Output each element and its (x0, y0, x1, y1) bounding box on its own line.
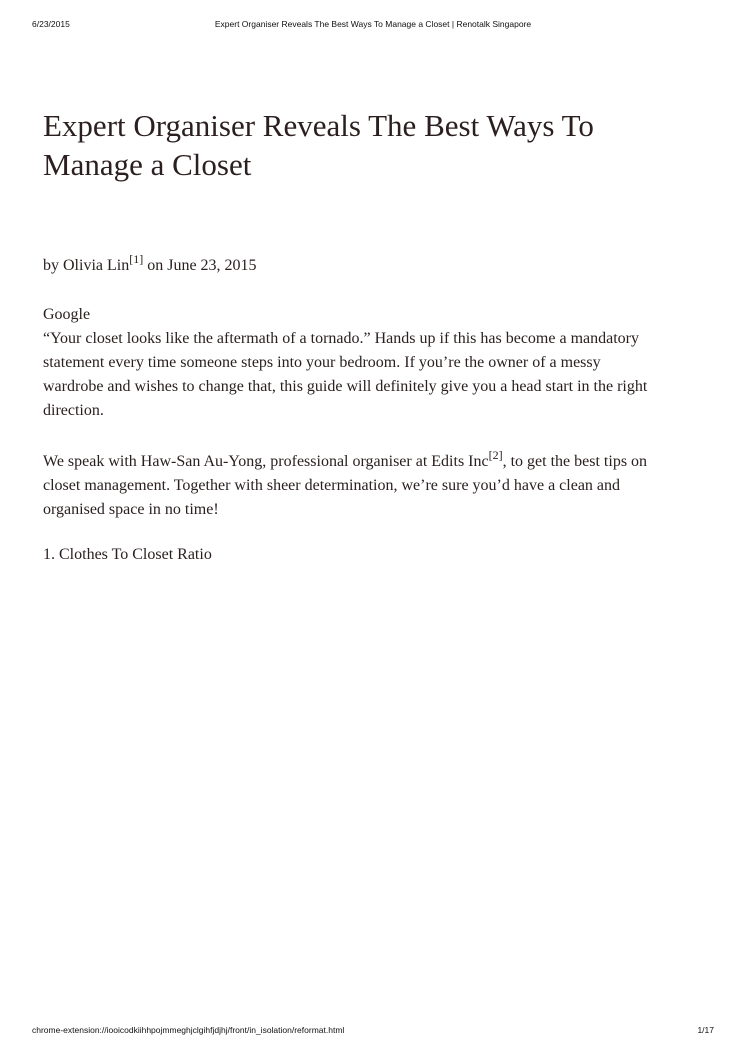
author-reference: [1] (129, 251, 144, 266)
print-page-title: Expert Organiser Reveals The Best Ways To Manage a Closet | Renotalk Singapore (214, 19, 532, 29)
edits-inc-link[interactable]: Edits Inc (431, 453, 489, 470)
paragraph-text-after-link: , to get the best tips on closet management. Together with sheer determination, we’re sure you’d have a clean and organised space in no time! (43, 453, 648, 518)
author-link[interactable]: Olivia Lin (63, 257, 130, 274)
second-paragraph (43, 447, 663, 522)
article-title: Expert Organiser Reveals The Best Ways To Manage a Closet (43, 108, 594, 182)
section-heading: 1. Clothes To Closet Ratio (43, 546, 212, 563)
paragraph-text-before-link: We speak with Haw-San Au-Yong, professional organiser at (43, 453, 432, 470)
print-url: chrome-extension://iooicodkiihhpojmmeghjclgihfjdjhj/front/in_isolation/reformat.html (32, 1025, 345, 1035)
byline-prefix: by (43, 257, 63, 274)
print-footer (0, 1025, 746, 1039)
intro-section (43, 303, 663, 423)
image-source-label: Google (43, 306, 91, 323)
publish-date: on June 23, 2015 (143, 257, 257, 274)
print-date: 6/23/2015 (32, 19, 70, 29)
article (43, 106, 663, 563)
intro-paragraph: “Your closet looks like the aftermath of a tornado.” Hands up if this has become a mandatory statement every time someone steps into your bedroom. If you’re the owner of a messy wardrobe and wishes to change that, this guide will definitely give you a head start in the right direction. (43, 330, 648, 419)
page-number: 1/17 (697, 1025, 714, 1035)
edits-inc-reference: [2] (488, 447, 503, 462)
print-header (0, 19, 746, 33)
byline (43, 251, 257, 278)
